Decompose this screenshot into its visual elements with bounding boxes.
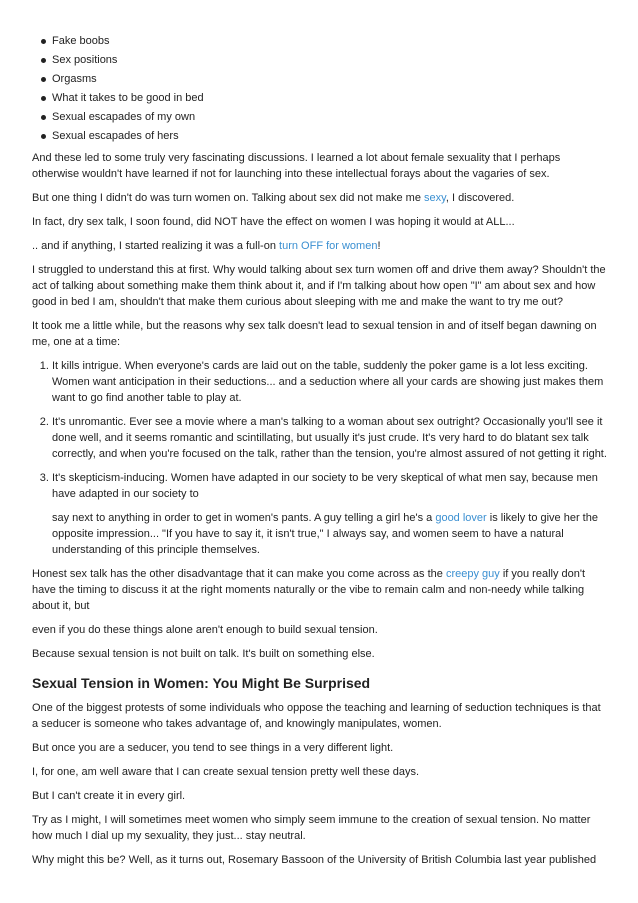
section-heading: Sexual Tension in Women: You Might Be Surprised <box>32 675 371 691</box>
paragraph-dry-sex-talk: In fact, dry sex talk, I soon found, did NOT have the effect on women I was hoping it would at ALL... <box>32 216 515 228</box>
paragraph-protests: One of the biggest protests of some individuals who oppose the teaching and learning of seduction techniques is that a seducer is someone who takes advantage of, and knowingly manipulates, women. <box>32 702 601 730</box>
paragraph-honest-sex-talk <box>32 566 608 614</box>
list-item-skepticism <box>52 470 608 558</box>
paragraph-well-aware: I, for one, am well aware that I can create sexual tension pretty well these days. <box>32 766 420 778</box>
list-item-unromantic: 2. It's unromantic. Ever see a movie where a man's talking to a woman about sex outright? Occasionally you'll see it done well, and it seems romantic and scintillating, but usually it's just crude. It's very hard to do blatant sex talk correctly, and when you're focused on the talk, rather than the tension, you're almost assured of not getting it right. <box>52 414 608 462</box>
text-span: .. and if anything, I started realizing it was a full-on <box>32 240 280 252</box>
paragraph-turn-off <box>32 238 608 254</box>
paragraph-not-enough: even if you do these things alone aren't enough to build sexual tension. <box>32 624 378 636</box>
link-turn-off-for-women[interactable]: turn OFF for women <box>279 240 378 252</box>
reasons-numbered-list <box>32 358 608 558</box>
text-span: But one thing I didn't do was turn women on. Talking about sex did not make me <box>32 192 425 204</box>
text-span: Honest sex talk has the other disadvantage that it can make you come across as the <box>32 568 446 580</box>
list-item: Fake boobs <box>52 33 608 49</box>
paragraph-reasons-intro: It took me a little while, but the reasons why sex talk doesn't lead to sexual tension in and of itself began dawning on me, one at a time: <box>32 320 597 348</box>
list-item: Sex positions <box>52 52 608 68</box>
paragraph-why-might: Why might this be? Well, as it turns out, Rosemary Bassoon of the University of British Columbia last year published <box>32 854 597 866</box>
link-sexy[interactable]: sexy <box>424 192 446 204</box>
text-span: is likely to give her the opposite impression... "If you have to say it, it isn't true," I always say, and women seem to have a natural understanding of this principle themselves. <box>52 512 598 556</box>
paragraph-every-girl: But I can't create it in every girl. <box>32 790 186 802</box>
paragraph-different-light: But once you are a seducer, you tend to see things in a very different light. <box>32 742 394 754</box>
list-item-kills-intrigue: 1. It kills intrigue. When everyone's cards are laid out on the table, suddenly the poker game is a lot less exciting. Women want anticipation in their seductions... and a seduction where all your cards are showing just makes them want to go find another table to play at. <box>52 358 608 406</box>
link-good-lover[interactable]: good lover <box>435 512 487 524</box>
text-span: say next to anything in order to get in women's pants. A guy telling a girl he's a <box>52 512 436 524</box>
list-item-continuation <box>52 510 608 558</box>
text-span: ! <box>377 240 381 252</box>
paragraph-turn-on <box>32 190 608 206</box>
list-item: Sexual escapades of hers <box>52 128 608 144</box>
paragraph-immune: Try as I might, I will sometimes meet women who simply seem immune to the creation of sexual tension. No matter how much I dial up my sexuality, they just... stay neutral. <box>32 814 591 842</box>
text-span: if you really don't have the timing to discuss it at the right moments naturally or the vibe to remain calm and non-needy while talking about it, but <box>32 568 586 612</box>
link-creepy-guy[interactable]: creepy guy <box>445 568 500 580</box>
text-span: , I discovered. <box>445 192 515 204</box>
list-item: Orgasms <box>52 71 608 87</box>
paragraph-not-built-on-talk: Because sexual tension is not built on talk. It's built on something else. <box>32 648 375 660</box>
list-item: What it takes to be good in bed <box>52 90 608 106</box>
paragraph-struggled: I struggled to understand this at first. Why would talking about sex turn women off and drive them away? Shouldn't the act of talking about something make them think about it, and if I'm talking about how open "I" am about sex and how good in bed I am, shouldn't that make them curious about sleeping with me and make the want to try me out? <box>32 264 606 308</box>
list-item: Sexual escapades of my own <box>52 109 608 125</box>
text-span: It's skepticism-inducing. Women have adapted in our society to be very skeptical of what men say, because men have adapted in our society to <box>52 472 598 500</box>
topic-bullet-list <box>32 33 608 144</box>
paragraph-discussions: And these led to some truly very fascinating discussions. I learned a lot about female sexuality that I perhaps otherwise wouldn't have learned if not for launching into these intellectual forays about the vagaries of sex. <box>32 152 561 180</box>
